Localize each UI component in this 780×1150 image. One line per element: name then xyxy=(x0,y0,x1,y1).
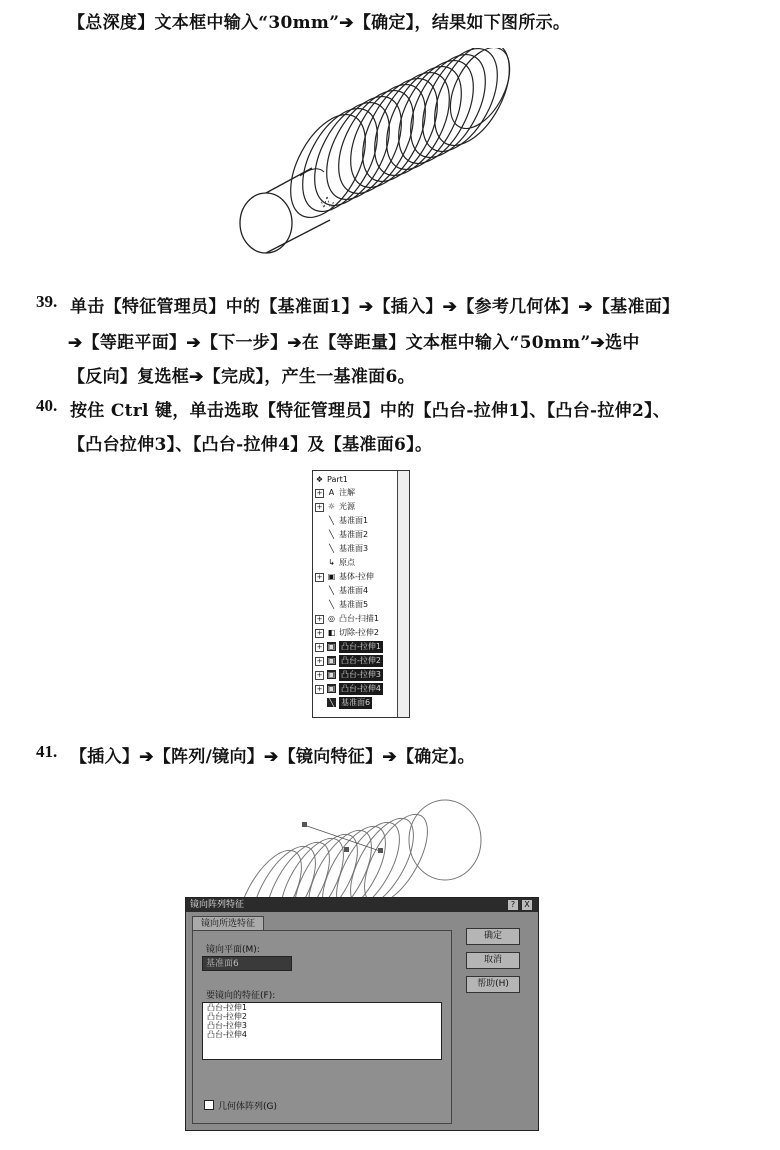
expand-icon[interactable]: + xyxy=(316,573,323,581)
plane-icon: ╲ xyxy=(329,544,334,553)
tree-item-label: 注解 xyxy=(339,488,355,497)
extrude-icon: ▣ xyxy=(327,656,336,665)
plane-label: 镜向平面(M): xyxy=(206,945,260,955)
cut-extrude-icon: ◧ xyxy=(327,628,336,637)
annotation-icon: A xyxy=(328,488,335,497)
mirror-plane-field[interactable]: 基准面6 xyxy=(202,956,292,971)
extrude-icon: ▣ xyxy=(327,670,336,679)
expand-icon[interactable]: + xyxy=(316,615,323,623)
feature-manager-tree xyxy=(312,470,410,718)
plane-icon: ╲ xyxy=(329,600,334,609)
extrude-icon: ▣ xyxy=(327,684,336,693)
tab-mirror-selected[interactable]: 镜向所选特征 xyxy=(192,916,264,931)
tree-item-label: 凸台-拉伸4 xyxy=(341,684,381,693)
step-41-number: 41. xyxy=(36,742,58,761)
geometry-pattern-checkbox[interactable] xyxy=(204,1100,214,1110)
step-40-number: 40. xyxy=(36,396,58,415)
ok-button[interactable]: 确定 xyxy=(466,928,520,945)
geometry-pattern-label: 几何体阵列(G) xyxy=(218,1102,277,1112)
help-button[interactable]: 帮助(H) xyxy=(466,976,520,993)
step-39-number: 39. xyxy=(36,292,58,311)
tree-item-label: 基准面6 xyxy=(341,698,371,707)
expand-icon[interactable]: + xyxy=(316,503,323,511)
step-39-line-1: 单击【特征管理员】中的【基准面1】➔【插入】➔【参考几何体】➔【基准面】 xyxy=(70,297,680,317)
tree-item-label: 凸台-拉伸1 xyxy=(341,642,381,651)
tree-item-label: 基准面3 xyxy=(339,544,369,553)
tree-item-label: 基准面1 xyxy=(339,516,369,525)
step-39-line-2: ➔【等距平面】➔【下一步】➔在【等距量】文本框中输入“50mm”➔选中 xyxy=(68,333,640,353)
list-item[interactable]: 凸台-拉伸3 xyxy=(207,1021,247,1030)
tree-item-label: 凸台-拉伸3 xyxy=(341,670,381,679)
expand-icon[interactable]: + xyxy=(316,671,323,679)
features-label: 要镜向的特征(F): xyxy=(206,991,276,1001)
lighting-icon: ☼ xyxy=(327,502,336,511)
tree-item-label: 凸台-拉伸2 xyxy=(341,656,381,665)
expand-icon[interactable]: + xyxy=(316,489,323,497)
tree-item-label: 基准面2 xyxy=(339,530,369,539)
extrude-icon: ▣ xyxy=(327,572,336,581)
extrude-icon: ▣ xyxy=(327,642,336,651)
shaft-end xyxy=(438,48,520,138)
tree-item-label: 光源 xyxy=(339,502,355,511)
tree-item-label: 切除-拉伸2 xyxy=(339,628,379,637)
step-41-line-1: 【插入】➔【阵列/镜向】➔【镜向特征】➔【确定】。 xyxy=(70,747,475,767)
tree-item-label: 基准面4 xyxy=(339,586,369,595)
expand-icon[interactable]: + xyxy=(316,643,323,651)
list-item[interactable]: 凸台-拉伸1 xyxy=(207,1003,247,1012)
expand-icon[interactable]: + xyxy=(316,657,323,665)
plane-icon: ╲ xyxy=(329,530,334,539)
plane-icon: ╲ xyxy=(327,698,336,707)
tree-root-label: Part1 xyxy=(327,475,348,484)
expand-icon[interactable]: + xyxy=(316,629,323,637)
plane-icon: ╲ xyxy=(329,516,334,525)
cancel-button[interactable]: 取消 xyxy=(466,952,520,969)
dialog-title-bar xyxy=(186,898,538,912)
help-icon[interactable]: ? xyxy=(508,900,518,910)
sweep-icon: ◎ xyxy=(328,614,335,623)
dialog-title: 镜向阵列特征 xyxy=(190,900,245,910)
features-listbox[interactable] xyxy=(202,1002,442,1060)
part-icon: ❖ xyxy=(315,475,324,484)
tree-item-label: 基准面5 xyxy=(339,600,369,609)
tree-item-label: 凸台-扫描1 xyxy=(339,614,379,623)
mirror-plane-circle xyxy=(409,800,481,880)
close-icon[interactable]: X xyxy=(522,900,532,910)
plane-icon: ╲ xyxy=(329,586,334,595)
step-40-line-1: 按住 Ctrl 键，单击选取【特征管理员】中的【凸台-拉伸1】、【凸台-拉伸2】、 xyxy=(70,401,671,421)
tree-item-label: 基体-拉伸 xyxy=(339,572,374,581)
list-item[interactable]: 凸台-拉伸2 xyxy=(207,1012,247,1021)
figure-threaded-shaft xyxy=(230,48,520,258)
tree-scrollbar[interactable] xyxy=(397,471,409,717)
mirror-feature-dialog xyxy=(185,897,539,1131)
expand-icon[interactable]: + xyxy=(316,685,323,693)
list-item[interactable]: 凸台-拉伸4 xyxy=(207,1030,247,1039)
header-line: 【总深度】文本框中输入“30mm”➔【确定】，结果如下图所示。 xyxy=(68,13,571,33)
step-40-line-2: 【凸台拉伸3】、【凸台-拉伸4】及【基准面6】。 xyxy=(68,435,433,455)
step-39-line-3: 【反向】复选框➔【完成】，产生一基准面6。 xyxy=(68,367,415,387)
tree-item-label: 原点 xyxy=(339,558,355,567)
thread-ring xyxy=(419,48,520,158)
origin-icon: ↳ xyxy=(328,558,335,567)
